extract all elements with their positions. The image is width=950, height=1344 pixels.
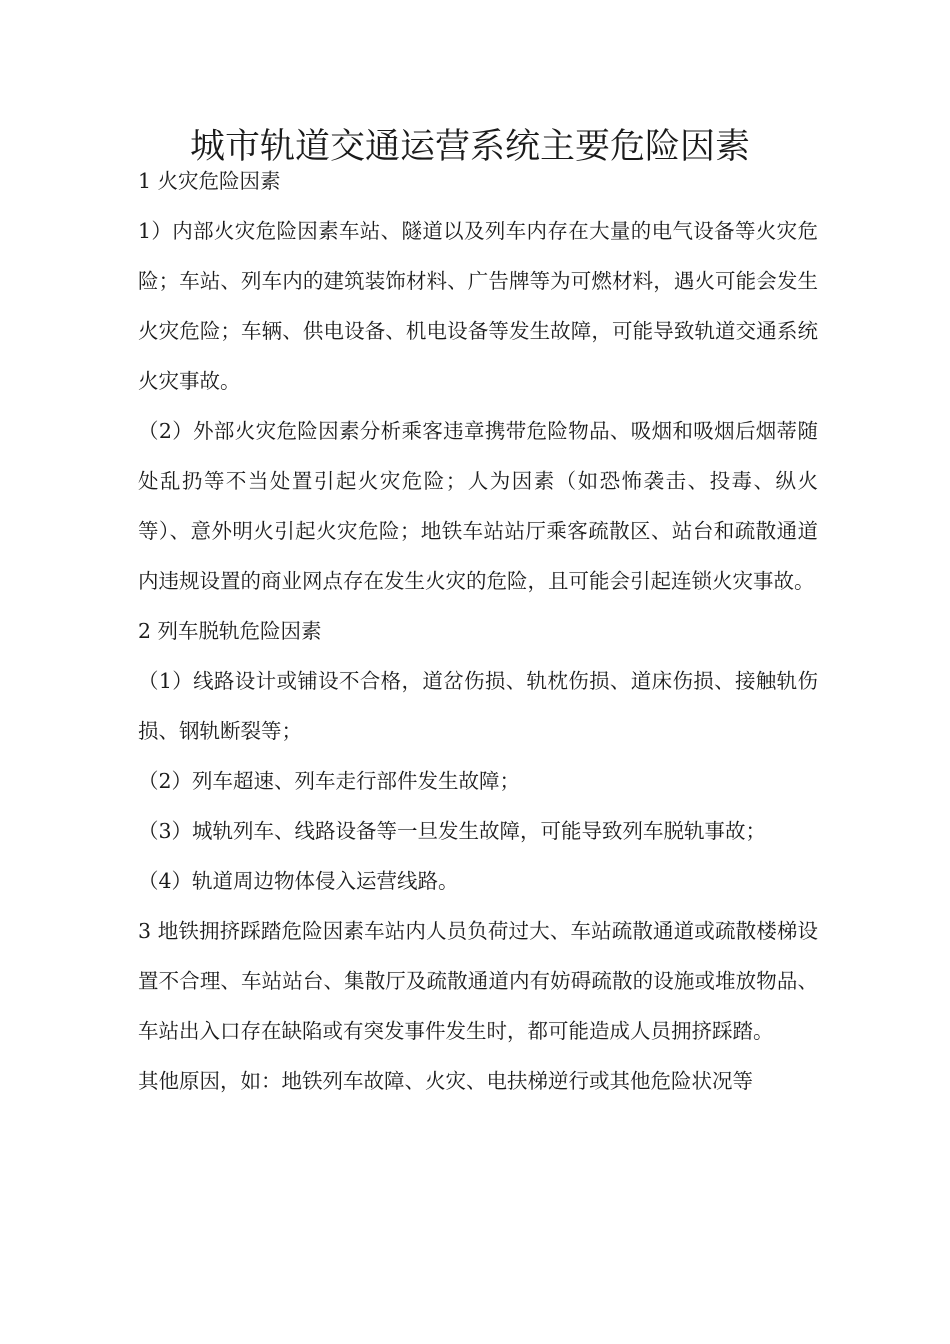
- paragraph-derailment-2: （2）列车超速、列车走行部件发生故障；: [138, 769, 521, 793]
- document-body: [138, 156, 818, 1106]
- paragraph-crowding: 3 地铁拥挤踩踏危险因素车站内人员负荷过大、车站疏散通道或疏散楼梯设置不合理、车站站台、集散厅及疏散通道内有妨碍疏散的设施或堆放物品、车站出入口存在缺陷或有突发事件发生时，都可能造成人员拥挤踩踏。: [138, 919, 818, 1043]
- paragraph-internal-fire: 1）内部火灾危险因素车站、隧道以及列车内存在大量的电气设备等火灾危险；车站、列车内的建筑装饰材料、广告牌等为可燃材料，遇火可能会发生火灾危险；车辆、供电设备、机电设备等发生故障，可能导致轨道交通系统火灾事故。: [138, 219, 818, 393]
- section-heading-derailment: 2 列车脱轨危险因素: [138, 619, 322, 643]
- paragraph-other-causes: 其他原因，如：地铁列车故障、火灾、电扶梯逆行或其他危险状况等: [138, 1069, 753, 1093]
- paragraph-derailment-1: （1）线路设计或铺设不合格，道岔伤损、轨枕伤损、道床伤损、接触轨伤损、钢轨断裂等；: [138, 669, 818, 743]
- paragraph-external-fire: （2）外部火灾危险因素分析乘客违章携带危险物品、吸烟和吸烟后烟蒂随处乱扔等不当处置引起火灾危险；人为因素（如恐怖袭击、投毒、纵火等）、意外明火引起火灾危险；地铁车站站厅乘客疏散区、站台和疏散通道内违规设置的商业网点存在发生火灾的危险，且可能会引起连锁火灾事故。: [138, 419, 818, 593]
- document-title: 城市轨道交通运营系统主要危险因素: [189, 127, 750, 168]
- paragraph-derailment-3: （3）城轨列车、线路设备等一旦发生故障，可能导致列车脱轨事故；: [138, 819, 767, 843]
- paragraph-derailment-4: （4）轨道周边物体侵入运营线路。: [138, 869, 459, 893]
- section-heading-fire: 1 火灾危险因素: [138, 169, 281, 193]
